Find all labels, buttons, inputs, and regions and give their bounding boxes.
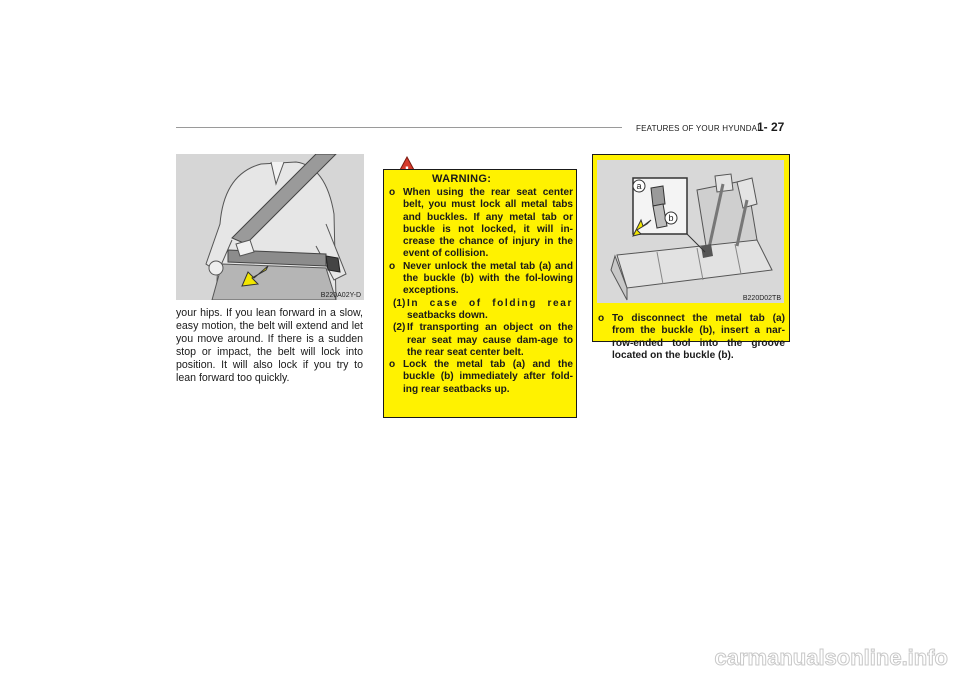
site-watermark — [650, 642, 950, 672]
exception-item — [393, 298, 573, 323]
warning-list — [389, 187, 573, 396]
section-title: FEATURES OF YOUR HYUNDAI — [636, 124, 760, 133]
body-paragraph: your hips. If you lean forward in a slow, easy motion, the belt will extend and let you move around. If there is a sudden stop or impact, the belt will lock into position. It will also lock if you try to lean forward too quickly. — [176, 307, 363, 384]
rear-seat-drawing — [597, 160, 784, 303]
callout-a: a — [636, 181, 642, 191]
seatbelt-person-drawing — [176, 154, 364, 300]
warning-title: WARNING: — [432, 173, 492, 185]
bullet: o — [389, 187, 396, 198]
figure-code: B220D02TB — [742, 295, 781, 302]
bullet: o — [389, 359, 396, 371]
warning-item — [389, 359, 573, 396]
info-panel — [592, 154, 790, 361]
warning-item-text: When using the rear seat center belt, you must lock all metal tabs and buckles. If any metal tab or buckle is not locked, it will in-crease the chance of injury in the event of collision. — [403, 187, 573, 260]
header-rule — [176, 127, 622, 128]
info-item — [598, 313, 785, 362]
exception-number: (1) — [393, 297, 406, 309]
warning-item — [389, 261, 573, 298]
info-text — [598, 313, 785, 362]
figure-code: B220A02Y-D — [320, 292, 361, 299]
bullet: o — [598, 313, 605, 324]
warning-item-text: Never unlock the metal tab (a) and the buckle (b) with the fol-lowing exceptions. — [403, 260, 573, 297]
warning-item — [389, 187, 573, 261]
page-number: 1- 27 — [757, 120, 785, 134]
info-item-text: To disconnect the metal tab (a) from the buckle (b), insert a nar-row-ended tool into the groove located on the buckle (b). — [612, 313, 785, 361]
seatbelt-wearing-illustration — [176, 154, 364, 300]
rear-seat-buckle-illustration — [597, 160, 784, 303]
exception-text: In case of folding rear — [407, 297, 573, 309]
exception-item — [393, 322, 573, 359]
warning-item-text: Lock the metal tab (a) and the buckle (b) immediately after fold-ing rear seatbacks up. — [403, 359, 573, 395]
watermark-text: carmanualsonline.info — [714, 645, 948, 670]
exception-number: (2) — [393, 322, 406, 334]
exception-text: If transporting an object on the rear seat may cause dam-age to the rear seat center belt. — [407, 322, 573, 358]
warning-box — [383, 169, 577, 418]
exception-text-rest: seatbacks down. — [407, 309, 488, 321]
bullet: o — [389, 260, 396, 272]
callout-b: b — [668, 213, 674, 223]
